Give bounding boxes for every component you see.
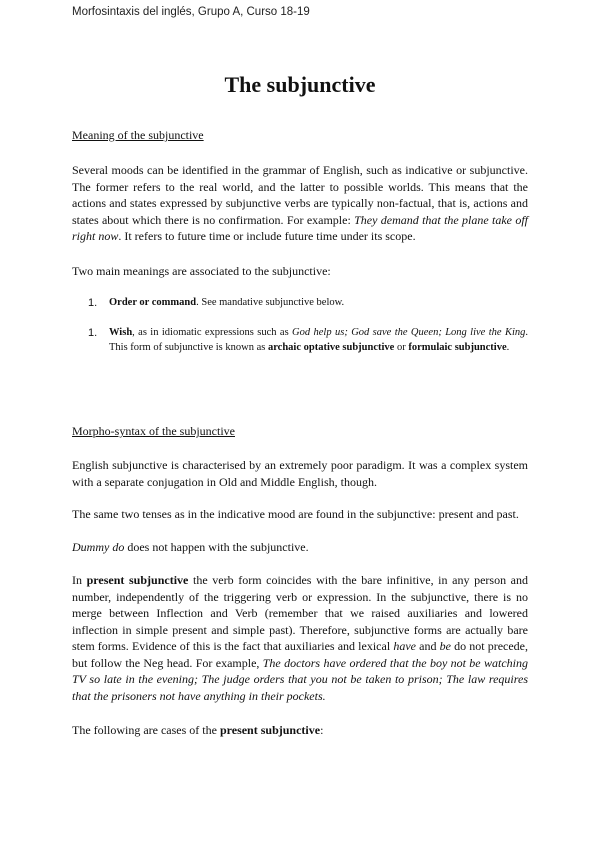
list-item-wish-or: or — [394, 341, 409, 353]
term-order-command: Order or command — [109, 297, 197, 308]
term-present-subjunctive: present subjunctive — [86, 573, 189, 587]
p5-end: : — [320, 723, 324, 737]
section-heading-meaning: Meaning of the subjunctive — [72, 128, 204, 142]
examples-wish: God help us; God save the Queen; Long live the King — [292, 327, 526, 338]
term-have: have — [393, 639, 416, 653]
list-item-order-text: . See mandative subjunctive below. — [196, 297, 345, 308]
p4-text1: the verb form coincides with the bare infinitive, in any person and number, independently of the triggering verb or expression. In the subjunctive, there is no merge between Inflection and Verb (remember that we raised auxiliaries and lowered inflection in simple present and simple past). Therefore, subjunctive forms are actually bare stem forms. Evidence of this is the fact that auxiliaries and lexical — [72, 573, 529, 653]
p4-and: and — [415, 639, 440, 653]
paragraph-dummy-do — [72, 539, 528, 556]
example-plane: They demand that the plane take off right now — [72, 212, 528, 243]
list-item-wish-text: , as in idiomatic expressions such as — [132, 327, 293, 338]
term-wish: Wish — [109, 327, 133, 338]
list-item-wish-text2: . This form of subjunctive is known as — [109, 327, 528, 353]
term-formulaic: formulaic subjunctive — [408, 341, 507, 353]
examples-present-subjunctive: The doctors have ordered that the boy not be watching TV so late in the evening; The judge orders that you not be taken to prison; The law requires that the prisoners not have anything in their pockets. — [72, 655, 528, 703]
list-item-order — [88, 296, 528, 311]
p4-text2: do not precede, but follow the Neg head. For example, — [72, 639, 528, 670]
p4-in: In — [72, 573, 87, 587]
term-dummy-do: Dummy do — [72, 540, 125, 554]
paragraph-two-meanings: Two main meanings are associated to the subjunctive: — [72, 264, 331, 278]
page-header: Morfosintaxis del inglés, Grupo A, Curso 18-19 — [72, 6, 310, 18]
paragraph-paradigm: English subjunctive is characterised by an extremely poor paradigm. It was a complex system with a separate conjugation in Old and Middle English, though. — [72, 458, 528, 489]
list-number: 1. — [88, 297, 98, 309]
paragraph-present-subjunctive — [72, 572, 528, 704]
paragraph-following-cases — [72, 722, 528, 739]
paragraph-moods-text: Several moods can be identified in the grammar of English, such as indicative or subjunctive. The former refers to the real world, and the latter to possible worlds. This means that the actions and states expressed by subjunctive verbs are typically non-factual, that is, actions and states about which there is no confirmation. For example: — [72, 163, 528, 227]
term-archaic-optative: archaic optative subjunctive — [267, 341, 395, 353]
document-title: The subjunctive — [224, 72, 376, 97]
p5-text: The following are cases of the — [72, 723, 220, 737]
list-item-wish — [88, 326, 528, 355]
list-item-wish-end: . — [506, 341, 510, 353]
term-be: be — [439, 639, 451, 653]
term-present-subjunctive-2: present subjunctive — [219, 723, 321, 737]
paragraph-moods — [72, 162, 528, 245]
section-heading-morpho-syntax: Morpho-syntax of the subjunctive — [72, 424, 235, 438]
paragraph-dummy-do-text: does not happen with the subjunctive. — [124, 540, 309, 554]
list-number: 1. — [88, 327, 98, 339]
paragraph-tenses: The same two tenses as in the indicative mood are found in the subjunctive: present and past. — [72, 507, 519, 521]
paragraph-moods-tail: . It refers to future time or include future time under its scope. — [118, 229, 416, 243]
